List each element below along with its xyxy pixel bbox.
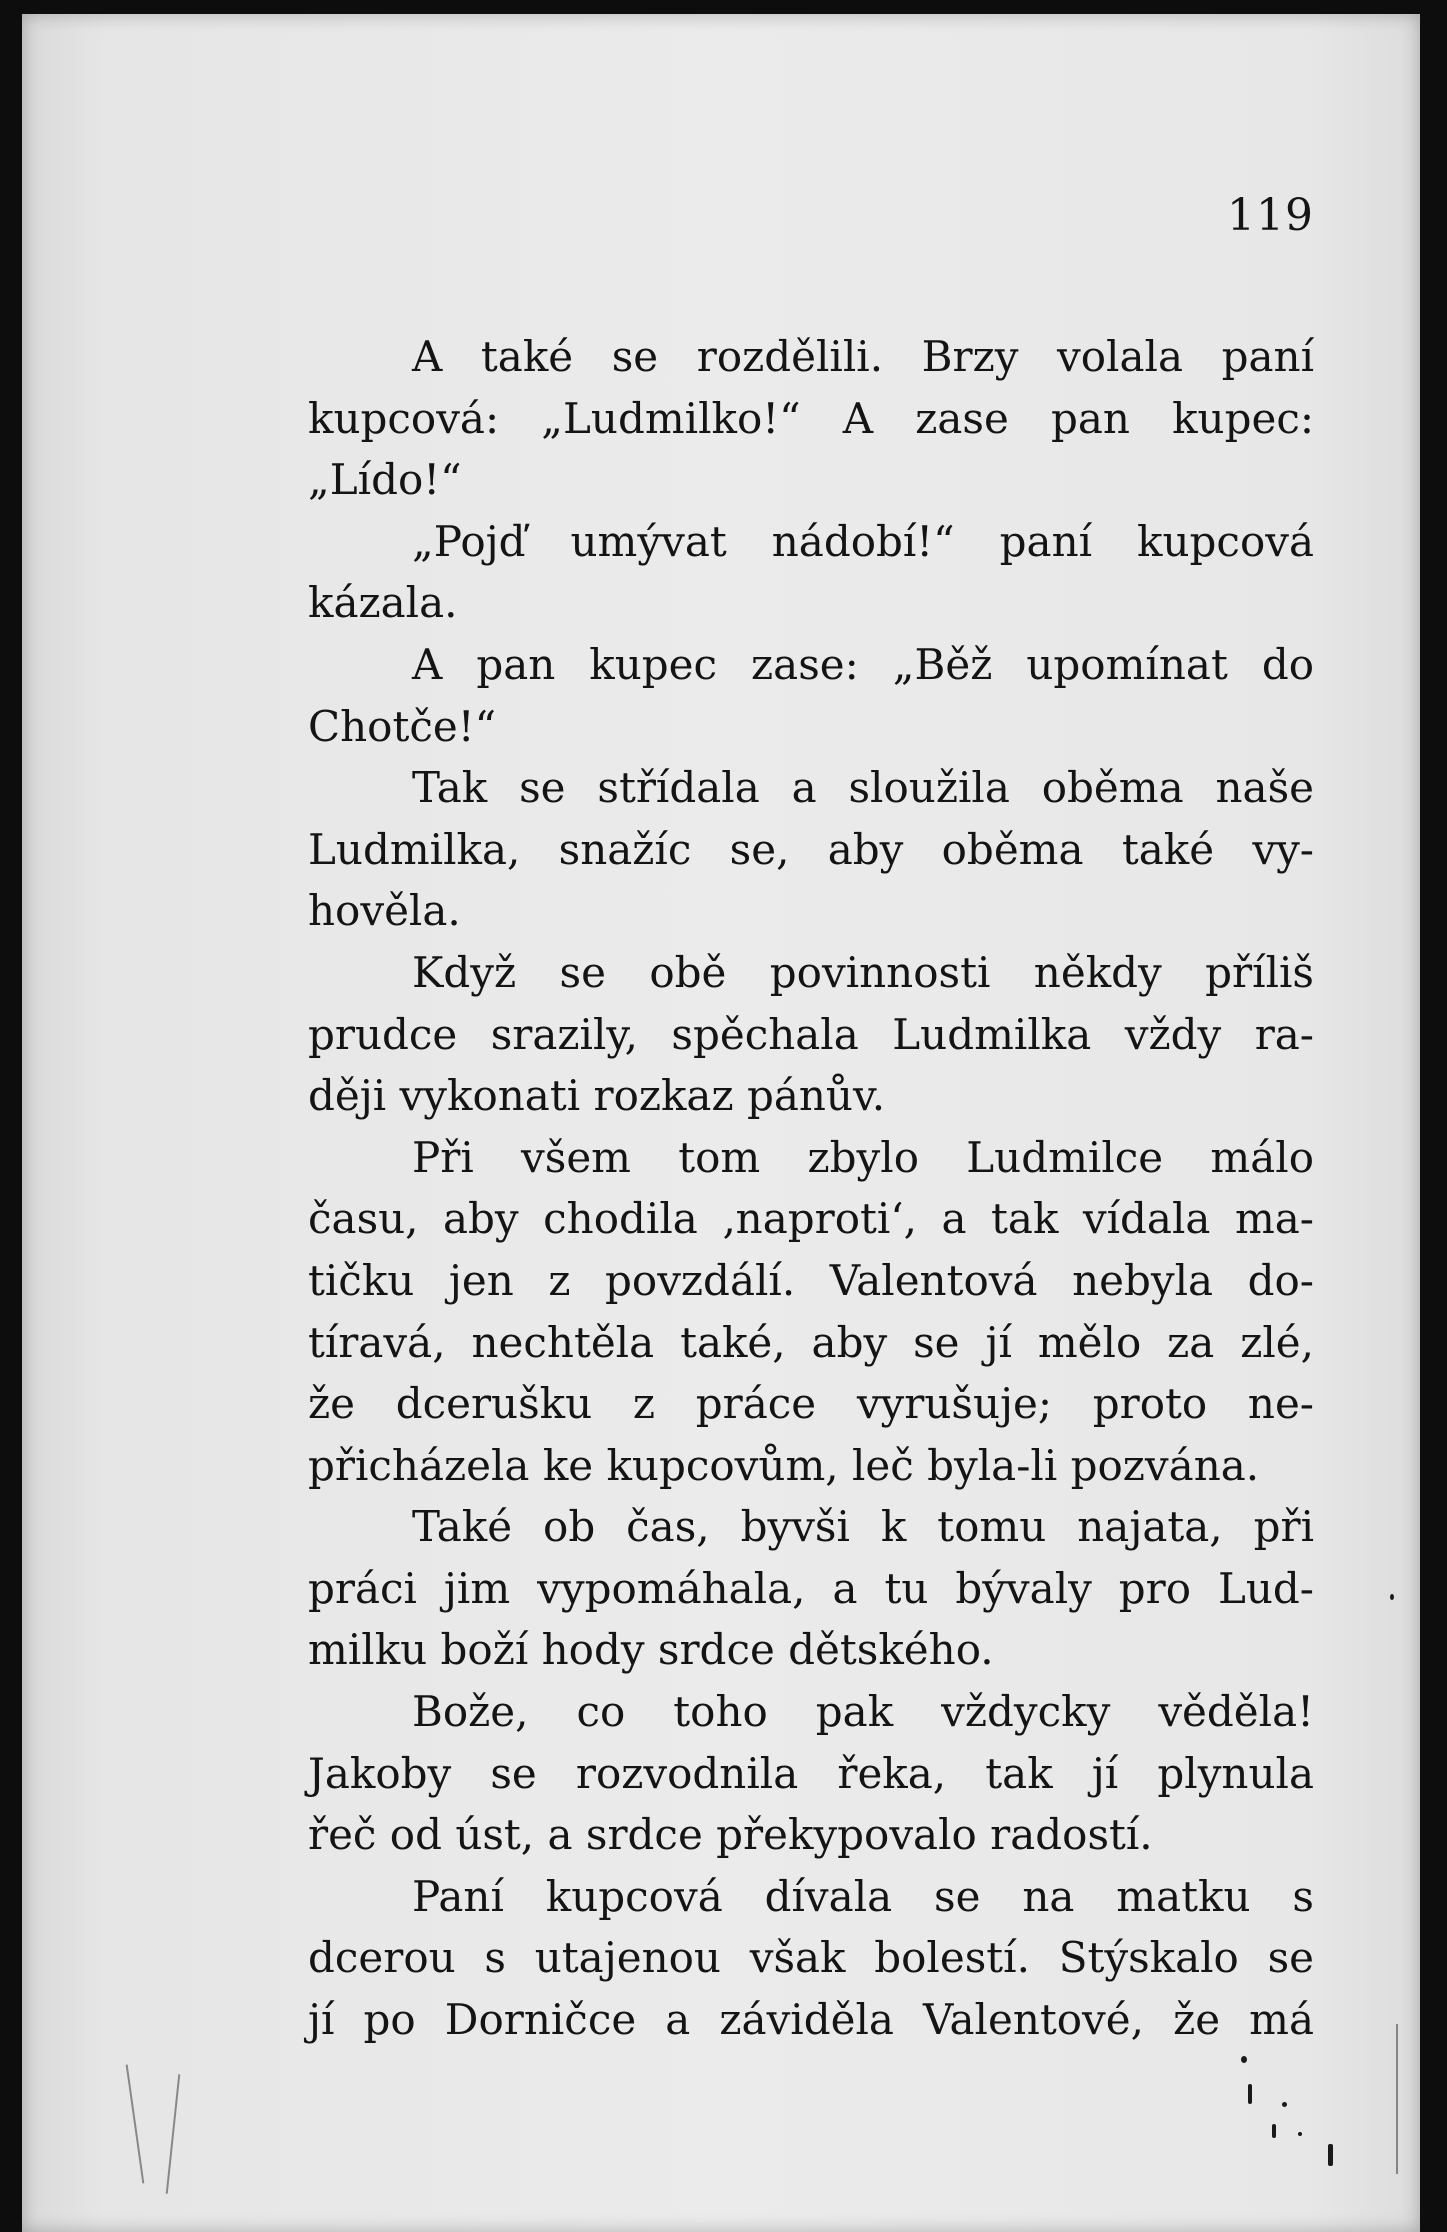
text-line: Také ob čas, byvši k tomu najata, při (412, 1502, 1314, 1552)
text-line: Bože, co toho pak vždycky věděla! (412, 1687, 1314, 1737)
text-line: Tak se střídala a sloužila oběma naše (412, 763, 1314, 813)
text-line: A pan kupec zase: „Běž upomínat do (412, 639, 1314, 689)
body-text (308, 326, 1314, 2051)
scan-speck (1390, 1594, 1394, 1600)
text-line: řeč od úst, a srdce překypovalo radostí. (308, 1810, 1153, 1860)
scan-speck (1282, 2102, 1287, 2107)
scan-scratch (1396, 2024, 1398, 2174)
text-line: jí po Dorničce a záviděla Valentové, že má (308, 1995, 1314, 2045)
text-line: ději vykonati rozkaz pánův. (308, 1071, 886, 1121)
scan-speck (1298, 2132, 1302, 2136)
scan-speck (1328, 2144, 1333, 2166)
scan-speck (1272, 2124, 1276, 2138)
scan-scratch (126, 2064, 145, 2183)
text-line: přicházela ke kupcovům, leč byla-li pozvána. (308, 1440, 1260, 1490)
text-line: „Lído!“ (308, 455, 462, 505)
text-line: že dcerušku z práce vyrušuje; proto ne- (308, 1379, 1314, 1429)
text-line: Když se obě povinnosti někdy příliš (412, 947, 1314, 997)
scan-speck (1241, 2056, 1247, 2063)
text-line: času, aby chodila ‚naproti‘, a tak vídala ma- (308, 1194, 1314, 1244)
text-line: prudce srazily, spěchala Ludmilka vždy ra- (308, 1009, 1314, 1059)
scan-speck (1248, 2084, 1252, 2104)
text-line: práci jim vypomáhala, a tu bývaly pro Lud- (308, 1563, 1314, 1613)
text-line: Paní kupcová dívala se na matku s (412, 1871, 1314, 1921)
text-line: dcerou s utajenou však bolestí. Stýskalo se (308, 1933, 1314, 1983)
page-number: 119 (1227, 190, 1314, 241)
text-line: Chotče!“ (308, 701, 497, 751)
text-line: kupcová: „Ludmilko!“ A zase pan kupec: (308, 393, 1314, 443)
text-line: Při všem tom zbylo Ludmilce málo (412, 1132, 1314, 1182)
text-line: Jakoby se rozvodnila řeka, tak jí plynula (308, 1748, 1314, 1798)
text-line: tičku jen z povzdálí. Valentová nebyla do- (308, 1255, 1314, 1305)
text-line: milku boží hody srdce dětského. (308, 1625, 994, 1675)
text-line: hověla. (308, 886, 461, 936)
book-page (22, 14, 1420, 2232)
scan-scratch (166, 2074, 181, 2194)
text-line: Ludmilka, snažíc se, aby oběma také vy- (308, 824, 1314, 874)
text-line: tíravá, nechtěla také, aby se jí mělo za zlé, (308, 1317, 1314, 1367)
text-line: A také se rozdělili. Brzy volala paní (412, 332, 1314, 381)
text-line: „Pojď umývat nádobí!“ paní kupcová (412, 516, 1314, 566)
text-line: kázala. (308, 578, 458, 628)
